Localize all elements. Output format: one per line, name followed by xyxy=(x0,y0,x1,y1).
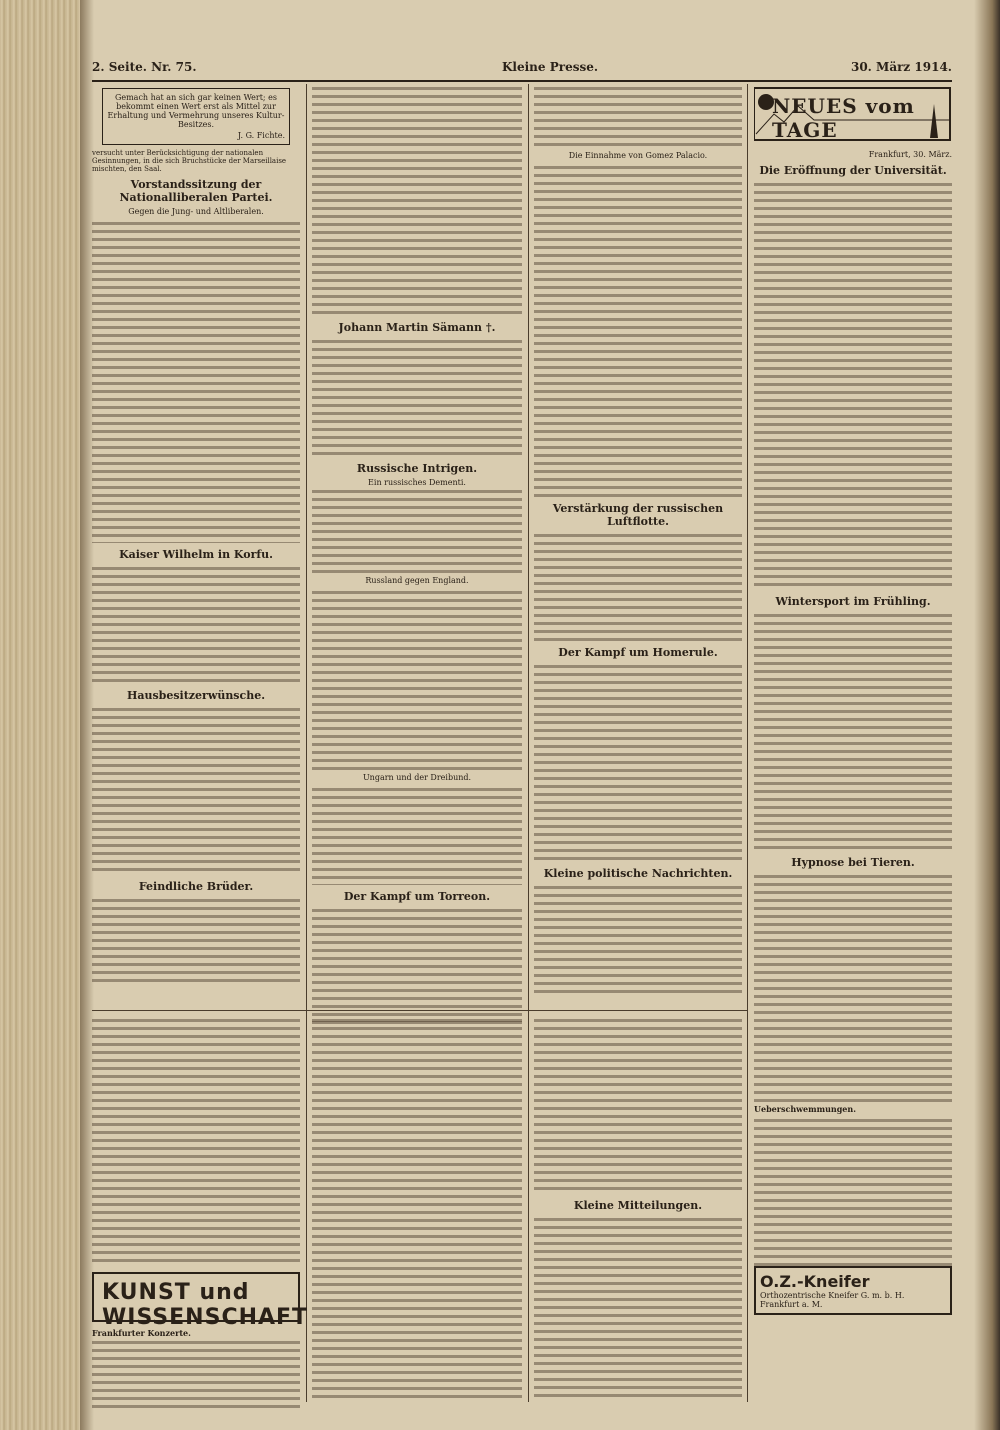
article-body xyxy=(534,1016,742,1194)
article-body xyxy=(312,906,522,1026)
article-headline: Hausbesitzerwünsche. xyxy=(126,689,266,702)
article-body xyxy=(534,163,742,497)
column-2 xyxy=(312,84,522,1012)
article-body xyxy=(534,1215,742,1401)
section-masthead xyxy=(754,84,952,144)
article-body xyxy=(312,1016,522,1398)
page-content xyxy=(92,58,952,1403)
article-headline: Wintersport im Frühling. xyxy=(775,595,931,608)
article-headline: Vorstandssitzung der Nationalliberalen Partei. xyxy=(119,178,273,204)
article-body xyxy=(312,337,522,457)
article-body xyxy=(754,1116,952,1266)
article-subheadline: Ueberschwemmungen. xyxy=(754,1104,856,1114)
article-headline: Russische Intrigen. xyxy=(356,462,478,475)
column-rule xyxy=(306,1012,307,1402)
article-body xyxy=(92,1016,300,1266)
article-body xyxy=(312,487,522,573)
article-text: versucht unter Berücksichtigung der nationalen Gesinnungen, in die sich Bruchstücke der Marseillaise mischten, den Saal. xyxy=(92,149,287,173)
article-body xyxy=(534,883,742,993)
column-rule xyxy=(528,84,529,1012)
article-headline: Der Kampf um Torreon. xyxy=(343,890,491,903)
article-subheadline: Ein russisches Dementi. xyxy=(368,478,466,487)
column-3-lower xyxy=(534,1016,742,1401)
article-body xyxy=(312,588,522,770)
column-rule xyxy=(306,84,307,1012)
article-body xyxy=(534,662,742,862)
article-headline: Verstärkung der russischen Luftflotte. xyxy=(552,502,724,528)
issue-date: 30. März 1914. xyxy=(850,60,952,74)
article-subheadline: Russland gegen England. xyxy=(365,576,469,585)
article-headline: Kleine politische Nachrichten. xyxy=(543,867,733,880)
article-headline: Der Kampf um Homerule. xyxy=(558,646,718,659)
section-banner xyxy=(92,1272,309,1330)
article-body xyxy=(312,84,522,316)
section-masthead-title: NEUES vom TAGE xyxy=(772,94,915,142)
article-body xyxy=(312,785,522,885)
page-binding xyxy=(0,0,86,1430)
page-number: 2. Seite. Nr. 75. xyxy=(92,60,197,74)
article-body xyxy=(92,219,300,543)
section-banner-title: KUNST und WISSENSCHAFT xyxy=(102,1280,309,1330)
quote-signature: J. G. Fichte. xyxy=(237,131,285,140)
article-subheadline: Frankfurter Konzerte. xyxy=(92,1328,191,1338)
quote-text: Gemach hat an sich gar keinen Wert; es bekommt einen Wert erst als Mittel zur Erhaltung und Vermehrung unseres Kultur-Besitzes. xyxy=(107,93,285,129)
article-body xyxy=(754,611,952,851)
article-body xyxy=(92,564,300,684)
article-body xyxy=(92,705,300,875)
column-4 xyxy=(754,148,952,1398)
article-body xyxy=(92,1338,300,1408)
column-3 xyxy=(534,84,742,1012)
column-1-lower xyxy=(92,1016,309,1401)
article-body xyxy=(92,896,300,986)
column-2-lower xyxy=(312,1016,522,1401)
article-headline: Feindliche Brüder. xyxy=(138,880,254,893)
page-edge xyxy=(974,0,1000,1430)
column-rule xyxy=(747,84,748,1402)
article-headline: Hypnose bei Tieren. xyxy=(791,856,915,869)
article-headline: Kleine Mitteilungen. xyxy=(573,1199,703,1212)
dateline: Frankfurt, 30. März. xyxy=(868,150,952,159)
column-1 xyxy=(92,84,300,1012)
article-subheadline: Gegen die Jung- und Altliberalen. xyxy=(128,207,264,216)
article-body xyxy=(534,84,742,148)
advertisement-city: Frankfurt a. M. xyxy=(760,1300,823,1309)
advertisement-title: O.Z.-Kneifer xyxy=(760,1272,870,1291)
advertisement xyxy=(754,1266,952,1315)
column-rule xyxy=(528,1012,529,1402)
advertisement-company: Orthozentrische Kneifer G. m. b. H. xyxy=(760,1291,905,1300)
article-subheadline: Die Einnahme von Gomez Palacio. xyxy=(568,151,708,160)
page-header xyxy=(92,58,952,82)
quote-box xyxy=(102,88,290,145)
newspaper-name: Kleine Presse. xyxy=(502,60,599,74)
article-headline: Die Eröffnung der Universität. xyxy=(759,164,947,177)
article-body xyxy=(754,180,952,590)
article-subheadline: Ungarn und der Dreibund. xyxy=(362,773,472,782)
article-headline: Johann Martin Sämann †. xyxy=(338,321,496,334)
article-headline: Kaiser Wilhelm in Korfu. xyxy=(119,548,273,561)
article-body xyxy=(534,531,742,641)
article-body xyxy=(754,872,952,1102)
